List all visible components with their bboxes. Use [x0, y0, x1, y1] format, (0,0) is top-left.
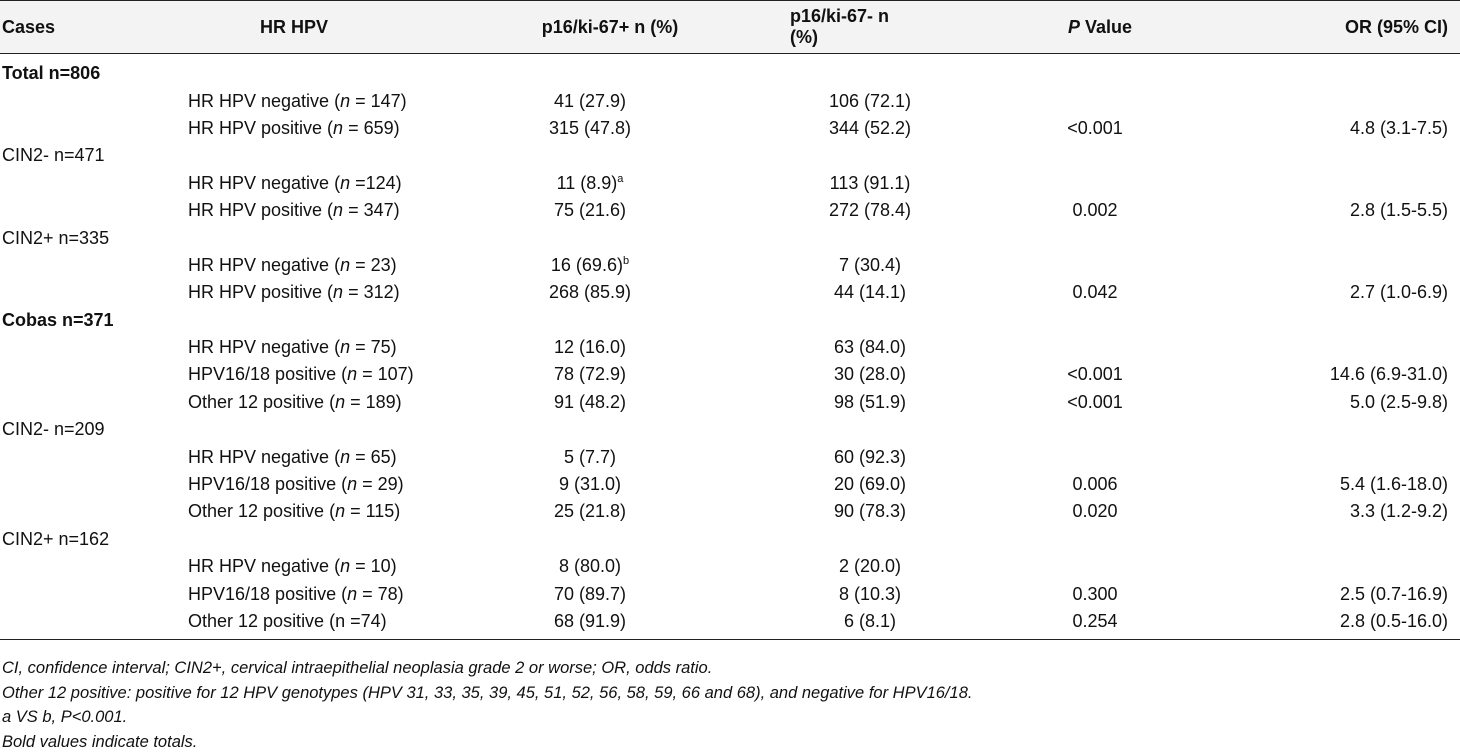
group-label: Total n=806 [2, 63, 101, 84]
group-label: Cobas n=371 [2, 309, 114, 330]
row-positive [460, 255, 720, 276]
hpv-label-n: n [335, 501, 346, 522]
row-hpv-status [180, 392, 460, 413]
table-bottom-rule [0, 639, 1460, 640]
positive-value: 25 (21.8) [553, 501, 627, 522]
table-row [0, 498, 1460, 525]
row-positive [460, 118, 720, 139]
footnote-bold: Bold values indicate totals. [2, 732, 198, 751]
row-hpv-status [180, 337, 460, 358]
row-p-value: 0.042 [1072, 282, 1118, 303]
positive-value: 268 (85.9) [548, 282, 632, 303]
row-negative: 6 (8.1) [843, 611, 897, 631]
hpv-label-pre: Other 12 positive ( [188, 391, 336, 412]
row-odds-ratio: 4.8 (3.1-7.5) [1349, 117, 1448, 138]
hpv-label-pre: HPV16/18 positive ( [188, 583, 348, 604]
hpv-label-post: = 75) [350, 337, 397, 358]
row-p-value: <0.001 [1067, 364, 1123, 385]
hpv-label-post: = 312) [343, 282, 400, 303]
row-hpv-status [180, 255, 460, 276]
header-or: OR (95% CI) [1344, 16, 1448, 37]
group-row [0, 142, 1460, 169]
hpv-label-n: n [347, 364, 358, 385]
row-negative: 44 (14.1) [833, 282, 907, 303]
row-hpv-status [180, 173, 460, 194]
hpv-label-n: n [340, 172, 351, 193]
row-negative: 272 (78.4) [828, 200, 912, 221]
row-negative: 8 (10.3) [838, 583, 902, 604]
row-p-value: 0.300 [1072, 583, 1118, 604]
row-p-value: 0.006 [1072, 474, 1118, 495]
row-hpv-status [180, 611, 460, 632]
row-negative: 2 (20.0) [838, 556, 902, 577]
table-row [0, 115, 1460, 142]
table-row [0, 361, 1460, 388]
row-hpv-status [180, 584, 460, 605]
group-row [0, 416, 1460, 443]
footnote-other12: Other 12 positive: positive for 12 HPV genotypes (HPV 31, 33, 35, 39, 45, 51, 52, 56, 58, 59, 66 and 68), and negative for HPV16/18. [2, 683, 973, 702]
row-odds-ratio: 5.0 (2.5-9.8) [1349, 391, 1448, 412]
hpv-label-n: n [333, 200, 344, 221]
row-positive [460, 173, 720, 194]
positive-value: 315 (47.8) [548, 117, 632, 138]
row-hpv-status [180, 200, 460, 221]
row-negative: 98 (51.9) [833, 391, 907, 412]
hpv-label-n: n [347, 583, 358, 604]
positive-value: 68 (91.9) [553, 611, 627, 631]
hpv-label-post: = 189) [345, 391, 402, 412]
footnote-a-vs-b: a VS b, P<0.001. [2, 708, 128, 726]
row-positive [460, 200, 720, 221]
table-row [0, 389, 1460, 416]
row-positive [460, 611, 720, 632]
row-p-value: <0.001 [1067, 391, 1123, 412]
group-row [0, 307, 1460, 334]
row-p-value: 0.020 [1072, 501, 1118, 522]
hpv-label-n: n [340, 254, 351, 275]
hpv-label-post: = 115) [345, 501, 401, 522]
row-negative: 344 (52.2) [828, 117, 912, 138]
row-positive [460, 447, 720, 468]
table-body [0, 60, 1460, 640]
hpv-label-pre: HR HPV positive ( [188, 282, 334, 303]
row-negative: 113 (91.1) [829, 172, 911, 193]
hpv-label-post: = 107) [357, 364, 414, 385]
table-row [0, 471, 1460, 498]
hpv-label-n: n [347, 474, 358, 495]
hpv-label-pre: HPV16/18 positive ( [188, 364, 348, 385]
row-negative: 20 (69.0) [833, 474, 907, 495]
row-odds-ratio: 2.8 (0.5-16.0) [1339, 611, 1448, 631]
hpv-label-post: = 65) [350, 446, 397, 467]
hpv-label-n: n [340, 556, 351, 577]
table-row [0, 87, 1460, 114]
row-negative: 63 (84.0) [833, 337, 907, 358]
table-row [0, 608, 1460, 635]
row-positive [460, 474, 720, 495]
positive-value: 41 (27.9) [553, 90, 627, 111]
group-row [0, 526, 1460, 553]
hpv-label-pre: HR HPV negative ( [188, 172, 341, 193]
row-positive [460, 337, 720, 358]
row-odds-ratio: 2.8 (1.5-5.5) [1349, 200, 1448, 221]
group-row [0, 224, 1460, 251]
table-row [0, 252, 1460, 279]
row-positive [460, 556, 720, 577]
row-negative: 60 (92.3) [833, 446, 907, 467]
positive-value: 11 (8.9) [556, 172, 618, 193]
positive-value: 91 (48.2) [553, 391, 627, 412]
hpv-label-pre: HR HPV negative ( [188, 446, 341, 467]
row-hpv-status [180, 556, 460, 577]
row-odds-ratio: 3.3 (1.2-9.2) [1349, 501, 1448, 522]
superscript-marker: a [617, 172, 624, 185]
header-positive: p16/ki-67+ n (%) [541, 16, 679, 37]
row-positive [460, 282, 720, 303]
row-hpv-status [180, 501, 460, 522]
row-positive [460, 91, 720, 112]
hpv-label-pre: HR HPV negative ( [188, 556, 341, 577]
hpv-label-post: =124) [350, 172, 402, 193]
hpv-label-post: = 659) [343, 117, 400, 138]
row-p-value: 0.254 [1072, 611, 1118, 631]
hpv-label-pre: Other 12 positive (n =74) [188, 611, 387, 631]
row-negative: 7 (30.4) [838, 254, 902, 275]
hpv-label-pre: HR HPV positive ( [188, 200, 334, 221]
hpv-label-pre: Other 12 positive ( [188, 501, 336, 522]
row-hpv-status [180, 91, 460, 112]
table-row [0, 580, 1460, 607]
row-p-value: <0.001 [1067, 117, 1123, 138]
table-row [0, 553, 1460, 580]
row-hpv-status [180, 447, 460, 468]
hpv-label-n: n [333, 117, 344, 138]
header-p-letter: P [1067, 16, 1080, 37]
hpv-label-post: = 78) [357, 583, 404, 604]
table-row [0, 279, 1460, 306]
row-negative: 30 (28.0) [833, 364, 907, 385]
group-label: CIN2+ n=162 [2, 528, 110, 549]
header-p-rest: Value [1079, 16, 1133, 37]
row-odds-ratio: 2.7 (1.0-6.9) [1349, 282, 1448, 303]
row-positive [460, 501, 720, 522]
hpv-label-post: = 10) [350, 556, 397, 577]
row-positive [460, 584, 720, 605]
group-label: CIN2+ n=335 [2, 227, 110, 248]
row-negative: 106 (72.1) [828, 90, 912, 111]
positive-value: 12 (16.0) [553, 337, 627, 358]
superscript-marker: b [622, 254, 630, 267]
hpv-label-pre: HPV16/18 positive ( [188, 474, 348, 495]
row-odds-ratio: 5.4 (1.6-18.0) [1339, 474, 1448, 495]
hpv-label-post: = 147) [350, 90, 407, 111]
hpv-label-pre: HR HPV positive ( [188, 117, 334, 138]
hpv-label-pre: HR HPV negative ( [188, 90, 341, 111]
row-hpv-status [180, 474, 460, 495]
row-odds-ratio: 2.5 (0.7-16.9) [1339, 583, 1448, 604]
hpv-label-pre: HR HPV negative ( [188, 254, 341, 275]
positive-value: 8 (80.0) [558, 556, 622, 577]
table-row [0, 197, 1460, 224]
hpv-label-n: n [340, 446, 351, 467]
positive-value: 16 (69.6) [550, 254, 623, 275]
row-hpv-status [180, 118, 460, 139]
table-footnotes [2, 656, 972, 754]
positive-value: 9 (31.0) [558, 474, 622, 495]
hpv-label-n: n [335, 391, 346, 412]
row-p-value: 0.002 [1072, 200, 1118, 221]
hpv-label-post: = 23) [350, 254, 397, 275]
group-label: CIN2- n=209 [2, 419, 105, 440]
hpv-label-post: = 29) [357, 474, 404, 495]
group-label: CIN2- n=471 [2, 145, 105, 166]
row-negative: 90 (78.3) [833, 501, 907, 522]
header-cases: Cases [2, 16, 56, 37]
table-header [0, 0, 1460, 54]
positive-value: 75 (21.6) [553, 200, 627, 221]
positive-value: 5 (7.7) [563, 446, 617, 467]
table-row [0, 334, 1460, 361]
positive-value: 70 (89.7) [553, 583, 627, 604]
row-positive [460, 392, 720, 413]
table-row [0, 170, 1460, 197]
header-negative: p16/ki-67- n (%) [790, 6, 890, 47]
header-hr-hpv: HR HPV [260, 16, 329, 37]
row-hpv-status [180, 282, 460, 303]
row-hpv-status [180, 364, 460, 385]
row-positive [460, 364, 720, 385]
header-p-value [920, 17, 1180, 38]
hpv-label-pre: HR HPV negative ( [188, 337, 341, 358]
group-row [0, 60, 1460, 87]
footnote-abbreviations: CI, confidence interval; CIN2+, cervical intraepithelial neoplasia grade 2 or worse; OR, odds ratio. [2, 659, 713, 677]
hpv-label-n: n [340, 337, 351, 358]
hpv-label-n: n [340, 90, 351, 111]
hpv-label-post: = 347) [343, 200, 400, 221]
table-row [0, 443, 1460, 470]
positive-value: 78 (72.9) [553, 364, 627, 385]
hpv-label-n: n [333, 282, 344, 303]
row-odds-ratio: 14.6 (6.9-31.0) [1329, 364, 1448, 385]
